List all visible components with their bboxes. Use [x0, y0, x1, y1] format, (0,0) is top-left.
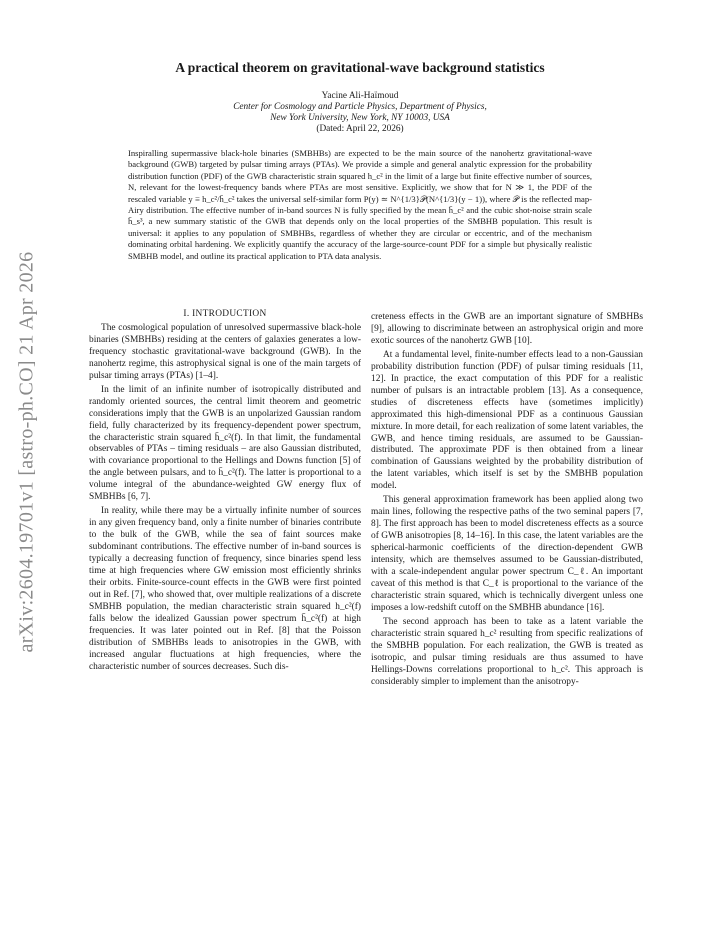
- author-name: Yacine Ali-Haïmoud: [321, 91, 399, 101]
- abstract-text: Inspiralling supermassive black-hole binaries (SMBHBs) are expected to be the main source of the nanohertz gravitational-wave background (GWB) targeted by pulsar timing arrays (PTAs). We provide a simple and general analytic expression for the probability distribution function (PDF) of the GWB characteristic strain squared h_c² in the limit of a large but finite effective number of sources, N, relevant for the lowest-frequency bands where PTAs are most sensitive. Explicitly, we show that for N ≫ 1, the PDF of the rescaled variable y ≡ h_c²/h̄_c² takes the universal self-similar form P(y) ≃ N^{1/3}𝒫(N^{1/3}(y − 1)), where 𝒫 is the reflected map-Airy distribution. The effective number of in-band sources N is fully specified by the mean h̄_c² and the cubic shot-noise strain scale h̄_s³, a new summary statistic of the GWB that depends only on the local properties of the SMBHB population. This result is universal: it applies to any population of SMBHBs, regardless of whether they are circular or eccentric, and of the mechanism dominating orbital hardening. We explicitly quantify the accuracy of the large-source-count PDF for a simple but physically realistic SMBHB model, and outline its practical application to PTA data analysis.: [128, 148, 592, 261]
- abstract: [128, 148, 592, 262]
- section-heading: I. INTRODUCTION: [183, 309, 267, 319]
- affiliation: [100, 102, 620, 124]
- paragraph: The second approach has been to take as a latent variable the characteristic strain squared h_c² resulting from specific realizations of the SMBHB population. For each realization, the GWB is treated as isotropic, and pulsar timing residuals are thus assumed to have Hellings-Downs correlations proportional to h_c². This approach is considerably simpler to implement than the anisotropy-: [371, 616, 643, 687]
- affiliation-line-2: New York University, New York, NY 10003, USA: [270, 113, 450, 123]
- affiliation-line-1: Center for Cosmology and Particle Physics, Department of Physics,: [233, 102, 487, 112]
- arxiv-sidebar-stamp: [12, 242, 42, 662]
- arxiv-identifier: arXiv:2604.19701v1 [astro-ph.CO] 21 Apr 2026: [15, 251, 38, 653]
- right-column: [371, 312, 643, 689]
- date-line: (Dated: April 22, 2026): [316, 124, 404, 134]
- paragraph: In the limit of an infinite number of isotropically distributed and randomly oriented sources, the central limit theorem and geometric considerations imply that the GWB is an unpolarized Gaussian random field, fully characterized by its frequency-dependent power spectrum, the characteristic strain squared h̄_c²(f). In that limit, the fundamental observables of PTAs – timing residuals – are also Gaussian distributed, with covariance proportional to the Hellings and Downs function [5] of the angle between pulsars, and to h̄_c²(f). The latter is proportional to a volume integral of the abundance-weighted GW energy flux of SMBHBs [6, 7].: [89, 384, 361, 503]
- paragraph: This general approximation framework has been applied along two main lines, following the respective paths of the two seminal papers [7, 8]. The first approach has been to model discreteness effects as a source of GWB anisotropies [8, 14–16]. In this case, the latent variables are the spherical-harmonic coefficients of the direction-dependent GWB intensity, which are themselves assumed to be Gaussian-distributed, with a scale-independent angular power spectrum C_ℓ. An important caveat of this method is that C_ℓ is proportional to the variance of the characteristic strain squared, which is technically divergent unless one imposes a low-redshift cutoff on the SMBHB abundance [16].: [371, 495, 643, 613]
- left-column: [89, 309, 361, 674]
- paper-title: A practical theorem on gravitational-wave background statistics: [175, 60, 545, 75]
- paragraph: At a fundamental level, finite-number effects lead to a non-Gaussian probability distribution function (PDF) of pulsar timing residuals [11, 12]. In practice, the exact computation of this PDF for a realistic number of pulsars is an intractable problem [13]. As a consequence, studies of discreteness effects have (sometimes implicitly) approximated this high-dimensional PDF as a continuous Gaussian mixture. In more detail, for each realization of some latent variables, the GWB, and hence timing residuals, are assumed to be Gaussian-distributed. The approximate PDF is then obtained from a linear combination of Gaussians weighted by the probability distribution of the latent variables, which itself is set by the SMBHB population model.: [371, 349, 643, 492]
- paragraph: The cosmological population of unresolved supermassive black-hole binaries (SMBHBs) residing at the centers of galaxies generates a low-frequency stochastic gravitational-wave background (GWB). In the nanohertz regime, this astrophysical signal is one of the main targets of pulsar timing arrays (PTAs) [1–4].: [89, 322, 361, 381]
- paragraph: creteness effects in the GWB are an important signature of SMBHBs [9], allowing to discriminate between an astrophysical origin and more exotic sources of the nanohertz GWB [10].: [371, 312, 643, 346]
- paragraph: In reality, while there may be a virtually infinite number of sources in any given frequency band, only a finite number of binaries contribute to the bulk of the GWB, while the sea of faint sources make subdominant contributions. The effective number of in-band sources is typically a decreasing function of frequency, since binaries spend less time at high frequencies where GW emission most efficiently shrinks their orbits. Finite-source-count effects in the GWB were first pointed out in Ref. [7], who showed that, over multiple realizations of a discrete SMBHB population, the median characteristic strain squared h_c²(f) falls below the idealized Gaussian power spectrum h̄_c²(f) at high frequencies. It was later pointed out in Ref. [8] that the Poisson distribution of SMBHBs leads to anisotropies in the GWB, with increased angular fluctuations at high frequencies, where the characteristic number of sources decreases. Such dis-: [89, 506, 361, 672]
